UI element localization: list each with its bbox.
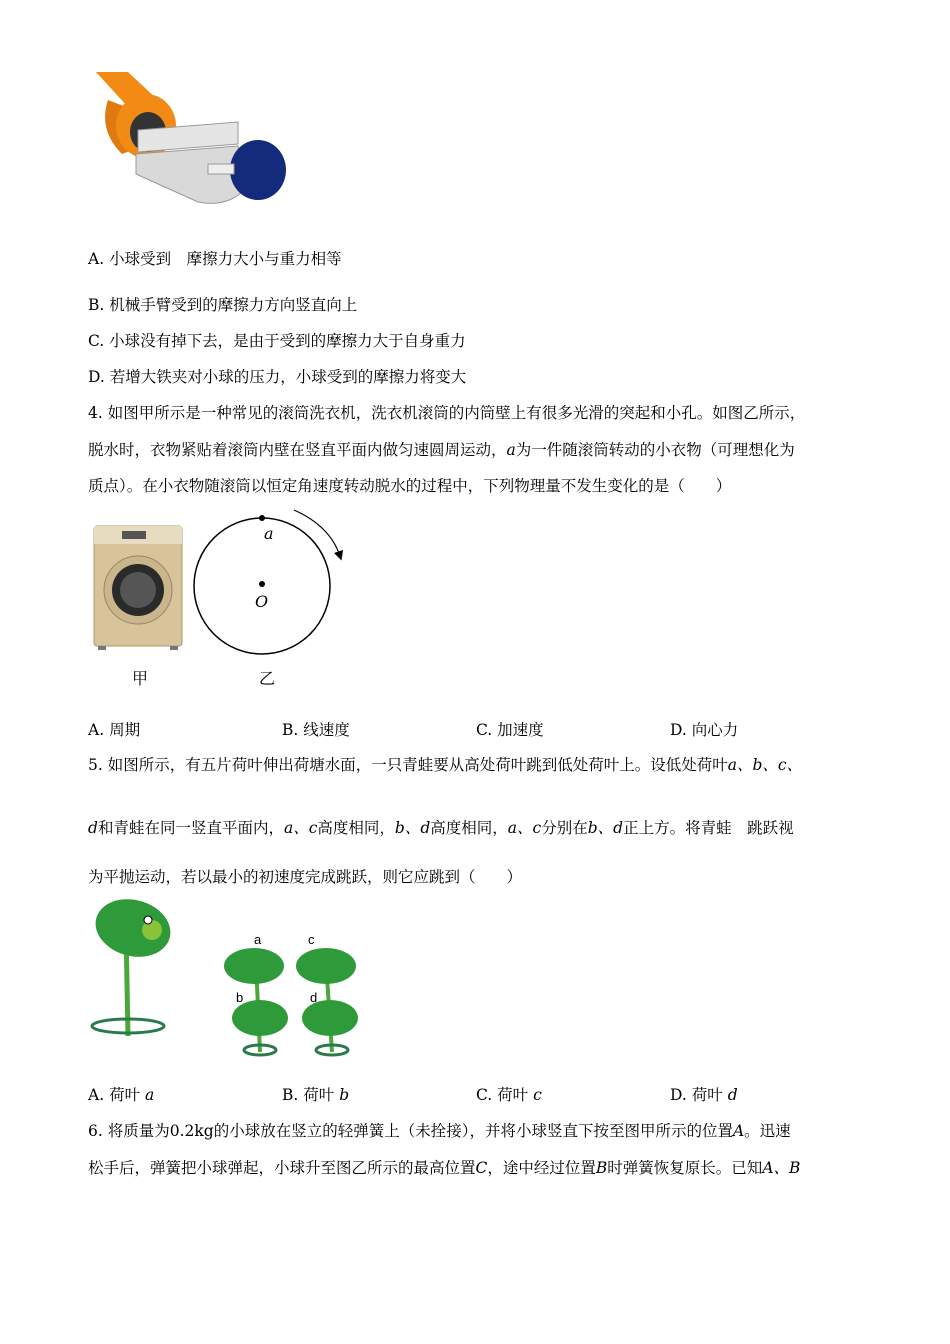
q4-option-b: B. 线速度 — [282, 721, 350, 739]
point-o-label: O — [255, 592, 269, 611]
figure-caption-yi: 乙 — [259, 669, 276, 688]
q6-line-1: 6. 将质量为0.2kg的小球放在竖立的轻弹簧上（未拴接），并将小球竖直下按至图甲所示的位置A。迅速 — [88, 1122, 791, 1140]
washing-machine-figure — [92, 524, 184, 652]
q4-line-1: 4. 如图甲所示是一种常见的滚筒洗衣机，洗衣机滚筒的内筒壁上有很多光滑的突起和小孔。如图乙所示， — [88, 404, 806, 422]
leaf-label-b: b — [236, 990, 244, 1005]
leaf-label-d: d — [310, 990, 318, 1005]
q5-option-c: C. 荷叶 c — [476, 1086, 542, 1104]
robot-clamp-figure — [88, 70, 288, 215]
q5-line-2: d和青蛙在同一竖直平面内，a、c高度相同，b、d高度相同，a、c分别在b、d正上方。将青蛙 跳跃视 — [88, 819, 794, 837]
q5-line-1: 5. 如图所示，有五片荷叶伸出荷塘水面，一只青蛙要从高处荷叶跳到低处荷叶上。设低处荷叶a、b、c、 — [88, 756, 803, 774]
q5-option-b: B. 荷叶 b — [282, 1086, 350, 1104]
q3-option-d: D. 若增大铁夹对小球的压力，小球受到的摩擦力将变大 — [88, 368, 467, 386]
q5-line-3: 为平抛运动，若以最小的初速度完成跳跃，则它应跳到（ ） — [88, 868, 523, 886]
q4-option-c: C. 加速度 — [476, 721, 544, 739]
q4-line-2: 脱水时，衣物紧贴着滚筒内壁在竖直平面内做匀速圆周运动，a为一件随滚筒转动的小衣物（可理想化为 — [88, 441, 795, 459]
q3-option-c: C. 小球没有掉下去，是由于受到的摩擦力大于自身重力 — [88, 332, 466, 350]
leaf-label-c: c — [308, 932, 315, 947]
q6-line-2: 松手后，弹簧把小球弹起，小球升至图乙所示的最高位置C，途中经过位置B时弹簧恢复原长。已知A、B — [88, 1159, 801, 1177]
figure-caption-jia: 甲 — [132, 669, 149, 688]
q3-option-a: A. 小球受到 摩擦力大小与重力相等 — [88, 250, 342, 268]
point-a-label: a — [264, 524, 274, 543]
q5-option-d: D. 荷叶 d — [670, 1086, 738, 1104]
q4-option-d: D. 向心力 — [670, 721, 739, 739]
lotus-leaf-figure — [88, 896, 363, 1062]
q4-line-3: 质点）。在小衣物随滚筒以恒定角速度转动脱水的过程中，下列物理量不发生变化的是（ ） — [88, 477, 732, 495]
q3-option-b: B. 机械手臂受到的摩擦力方向竖直向上 — [88, 296, 358, 314]
q5-option-a: A. 荷叶 a — [88, 1086, 155, 1104]
q4-option-a: A. 周期 — [88, 721, 141, 739]
leaf-label-a: a — [254, 932, 262, 947]
